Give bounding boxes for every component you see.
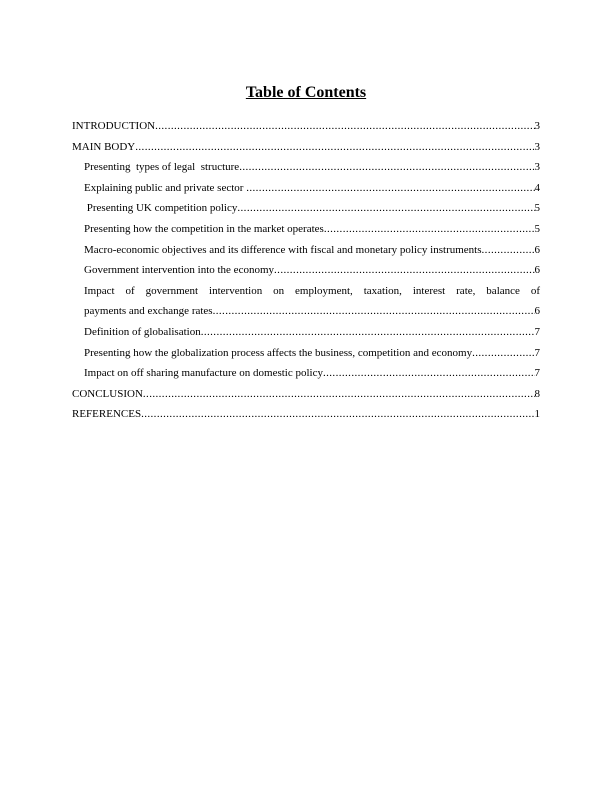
page-title: Table of Contents (245, 84, 367, 101)
toc-entry-main-body[interactable] (72, 137, 540, 158)
toc-entry-impact-of-intervention[interactable] (72, 281, 540, 322)
toc-page-number: 4 (534, 181, 540, 194)
table-of-contents (72, 116, 540, 425)
toc-entry-market-competition[interactable] (72, 219, 540, 240)
toc-entry-title: Presenting how the globalization process affects the business, competition and economy (84, 346, 473, 359)
toc-entry-title: Presenting how the competition in the market operates (84, 222, 324, 235)
toc-entry-legal-structure[interactable] (72, 157, 540, 178)
toc-page-number: 7 (534, 346, 540, 359)
toc-entry-title: Presenting UK competition policy (84, 202, 238, 215)
toc-page-number: 8 (534, 387, 540, 400)
toc-entry-title-line: payments and exchange rates (84, 305, 213, 318)
dot-leader (155, 116, 534, 137)
toc-entry-title: Government intervention into the economy (84, 264, 275, 277)
dot-leader (246, 178, 534, 199)
dot-leader (135, 137, 534, 158)
toc-page-number: 6 (534, 264, 540, 277)
dot-leader (482, 240, 535, 261)
toc-entry-public-private-sector[interactable] (72, 178, 540, 199)
toc-page-number: 3 (534, 140, 540, 153)
toc-entry-references[interactable] (72, 404, 540, 425)
toc-entry-government-intervention[interactable] (72, 260, 540, 281)
toc-entry-macro-economic-objectives[interactable] (72, 240, 540, 261)
toc-entry-title: Macro-economic objectives and its difference with fiscal and monetary policy instruments (84, 243, 482, 256)
toc-page-number: 6 (534, 243, 540, 256)
dot-leader (201, 322, 535, 343)
toc-entry-title: Impact on off sharing manufacture on domestic policy (84, 367, 323, 380)
dot-leader (472, 343, 534, 364)
toc-entry-globalization-process[interactable] (72, 343, 540, 364)
dot-leader (213, 301, 535, 322)
toc-entry-title-line: Impact of government intervention on employment, taxation, interest rate, balance of (84, 284, 540, 297)
toc-entry-uk-competition-policy[interactable] (72, 198, 540, 219)
toc-page-number: 7 (534, 325, 540, 338)
toc-entry-off-sharing[interactable] (72, 363, 540, 384)
dot-leader (141, 404, 534, 425)
toc-page-number: 5 (534, 222, 540, 235)
dot-leader (239, 157, 534, 178)
toc-entry-title: CONCLUSION (72, 387, 143, 400)
dot-leader (237, 198, 534, 219)
toc-entry-introduction[interactable] (72, 116, 540, 137)
toc-entry-title: INTRODUCTION (72, 120, 156, 132)
toc-page-number: 3 (534, 120, 540, 132)
toc-entry-title: Presenting types of legal structure (84, 161, 240, 174)
dot-leader (274, 260, 534, 281)
toc-entry-title: Explaining public and private sector (84, 181, 247, 194)
toc-page-number: 7 (534, 367, 540, 380)
toc-entry-globalisation-definition[interactable] (72, 322, 540, 343)
dot-leader (143, 384, 535, 405)
toc-page-number: 1 (534, 408, 540, 421)
toc-entry-title: MAIN BODY (72, 140, 136, 153)
toc-entry-title: REFERENCES (72, 408, 142, 421)
toc-entry-conclusion[interactable] (72, 384, 540, 405)
toc-page-number: 3 (534, 161, 540, 174)
dot-leader (323, 363, 535, 384)
toc-entry-title: Definition of globalisation (84, 325, 201, 338)
toc-page-number: 6 (534, 305, 540, 318)
toc-page-number: 5 (534, 202, 540, 215)
dot-leader (324, 219, 535, 240)
